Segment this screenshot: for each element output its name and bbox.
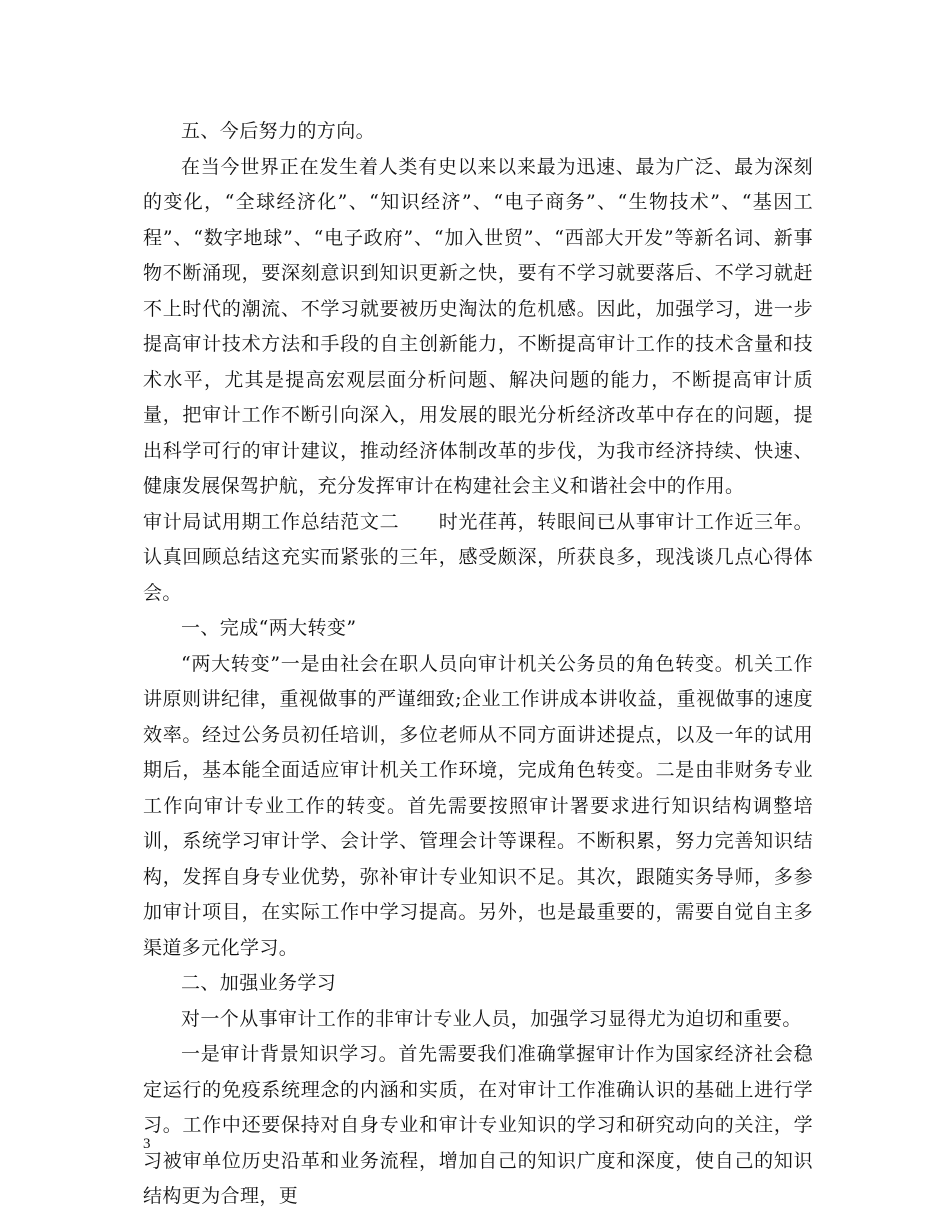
paragraph-two-transitions: “两大转变”一是由社会在职人员向审计机关公务员的角色转变。机关工作讲原则讲纪律，重视做事的严谨细致;企业工作讲成本讲收益，重视做事的速度效率。经过公务员初任培训，多位老师从不同方面讲述提点，以及一年的试用期后，基本能全面适应审计机关工作环境，完成角色转变。二是由非财务专业工作向审计专业工作的转变。首先需要按照审计署要求进行知识结构调整培训，系统学习审计学、会计学、管理会计等课程。不断积累，努力完善知识结构，发挥自身专业优势，弥补审计专业知识不足。其次，跟随实务导师，多参加审计项目，在实际工作中学习提高。另外，也是最重要的，需要自觉自主多渠道多元化学习。 [143, 652, 813, 959]
page-number: 3 [143, 1136, 151, 1152]
paragraph-learning-importance: 在当今世界正在发生着人类有史以来以来最为迅速、最为广泛、最为深刻的变化，“全球经济化”、“知识经济”、“电子商务”、“生物技术”、“基因工程”、“数字地球”、“电子政府”、“加入世贸”、“西部大开发”等新名词、新事物不断涌现，要深刻意识到知识更新之快，要有不学习就要落后、不学习就赶不上时代的潮流、不学习就要被历史淘汰的危机感。因此，加强学习，进一步提高审计技术方法和手段的自主创新能力，不断提高审计工作的技术含量和技术水平，尤其是提高宏观层面分析问题、解决问题的能力，不断提高审计质量，把审计工作不断引向深入，用发展的眼光分析经济改革中存在的问题，提出科学可行的审计建议，推动经济体制改革的步伐，为我市经济持续、快速、健康发展保驾护航，充分发挥审计在构建社会主义和谐社会中的作用。 [143, 155, 813, 497]
document-body [143, 114, 813, 1215]
paragraph-section-one-heading: 一、完成“两大转变” [181, 617, 357, 639]
paragraph-second-essay-intro: 审计局试用期工作总结范文二 时光荏苒，转眼间已从事审计工作近三年。认真回顾总结这充实而紧张的三年，感受颇深，所获良多，现浅谈几点心得体会。 [143, 510, 813, 604]
paragraph-study-urgency: 对一个从事审计工作的非审计专业人员，加强学习显得尤为迫切和重要。 [181, 1007, 802, 1030]
paragraph-section-two-heading: 二、加强业务学习 [181, 972, 337, 994]
paragraph-section-five-heading: 五、今后努力的方向。 [181, 120, 376, 142]
paragraph-background-knowledge: 一是审计背景知识学习。首先需要我们准确掌握审计作为国家经济社会稳定运行的免疫系统理念的内涵和实质，在对审计工作准确认识的基础上进行学习。工作中还要保持对自身专业和审计专业知识的学习和研究动向的关注，学习被审单位历史沿革和业务流程，增加自己的知识广度和深度，使自己的知识结构更为合理，更 [143, 1043, 813, 1207]
